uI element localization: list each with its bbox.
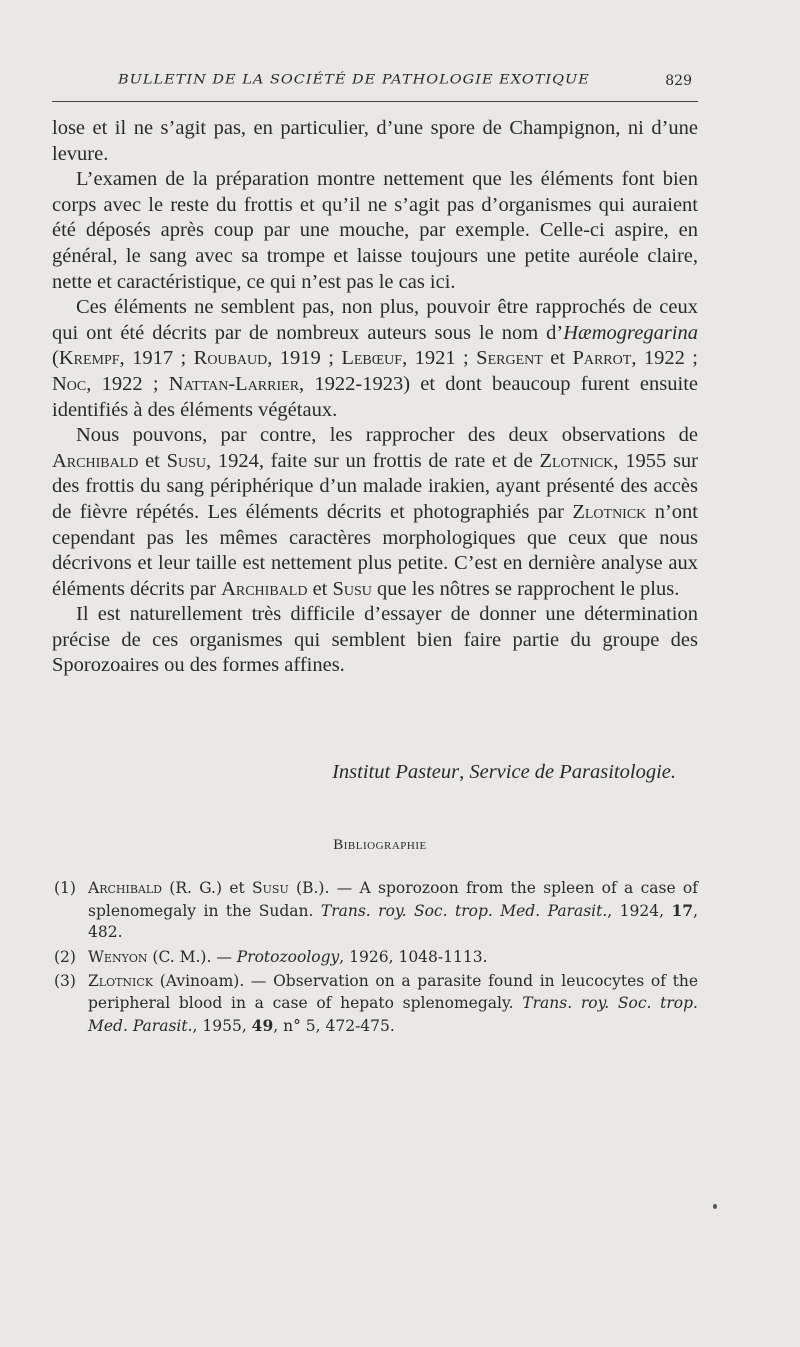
author-name: Archibald [52, 449, 139, 472]
paragraph-5: Il est naturellement très difficile d’essayer de donner une détermination précise de ces organismes qui semblent bien faire partie du groupe des Sporozoaires ou des formes affines. [52, 603, 698, 677]
paragraph-1: lose et il ne s’agit pas, en particulier, d’une spore de Champignon, ni d’une levure. [52, 117, 698, 165]
reference-item: (1) Archibald (R. G.) et Susu (B.). — A sporozoon from the spleen of a case of splenomegaly in the Sudan. Trans. roy. Soc. trop. Med. Parasit., 1924, 17, 482. [54, 879, 699, 942]
journal-name: Protozoology [236, 947, 340, 966]
reference-number: (2) [54, 947, 76, 966]
author-name: Noc [52, 372, 87, 395]
author-name: Sergent [476, 347, 543, 370]
reference-number: (1) [54, 879, 76, 897]
author-name: Lebœuf [341, 347, 403, 370]
author-name: Nattan-Larrier [168, 372, 300, 395]
volume: 49 [251, 1015, 274, 1035]
author-name: Zlotnick [539, 449, 614, 472]
running-title: BULLETIN DE LA SOCIÉTÉ DE PATHOLOGIE EXOTIQUE [118, 72, 590, 88]
reference-item: (2) Wenyon (C. M.). — Protozoology, 1926, 1048-1113. [52, 947, 698, 969]
author-name: Susu [252, 879, 289, 897]
genus-name: Hæmogregarina [563, 321, 698, 344]
paragraph-4: Nous pouvons, par contre, les rapprocher des deux observations de Archibald et Susu, 1924, faite sur un frottis de rate et de Zlotnick, 1955 sur des frottis du sang périphérique d’un malade irakien, ayant présenté des accès de fièvre répétés. Les éléments décrits et photographiés par Zlotnick n’ont cependant pas les mêmes caractères morphologiques que ceux que nous décrivons et leur taille est nettement plus petite. C’est en dernière analyse aux éléments décrits par Archibald et Susu que les nôtres se rapprochent le plus. [52, 424, 698, 600]
author-name: Parrot [572, 347, 632, 370]
header-rule [52, 101, 698, 102]
body-text [52, 116, 698, 679]
affiliation: Institut Pasteur, Service de Parasitologie. [332, 761, 676, 783]
author-name: Susu [332, 577, 372, 600]
volume: 17 [671, 900, 694, 920]
author-name: Wenyon [88, 947, 148, 966]
author-name: Krempf [58, 347, 120, 370]
author-name: Zlotnick [572, 500, 647, 523]
paragraph-2: L’examen de la préparation montre nettement que les éléments font bien corps avec le reste du frottis et qu’il ne s’agit pas d’organismes qui auraient été déposés après coup par une mouche, par exemple. Celle-ci aspire, en général, le sang avec sa trompe et laisse toujours une petite auréole claire, nette et caractéristique, ce qui n’est pas le cas ici. [52, 168, 698, 293]
author-name: Roubaud [193, 347, 268, 370]
bibliography-heading: Bibliographie [333, 837, 427, 853]
page-header [52, 70, 700, 94]
author-name: Archibald [221, 577, 308, 600]
author-name: Susu [166, 449, 206, 472]
journal-name: Trans. roy. Soc. trop. Med. Parasit. [320, 901, 608, 920]
author-name: Zlotnick [88, 972, 154, 991]
ink-speck [713, 1204, 717, 1209]
reference-item: (3) Zlotnick (Avinoam). — Observation on a parasite found in leucocytes of the peripheral blood in a case of hepato splenomegaly. Trans. roy. Soc. trop. Med. Parasit., 1955, 49, n° 5, 472-475. [54, 972, 698, 1035]
journal-name: Trans. roy. Soc. trop. Med. Parasit. [88, 993, 698, 1035]
page-number: 829 [665, 73, 692, 89]
author-name: Archibald [88, 879, 162, 897]
paragraph-3: Ces éléments ne semblent pas, non plus, pouvoir être rapprochés de ceux qui ont été décrits par de nombreux auteurs sous le nom d’Hæmogregarina (Krempf, 1917 ; Roubaud, 1919 ; Lebœuf, 1921 ; Sergent et Parrot, 1922 ; Noc, 1922 ; Nattan-Larrier, 1922-1923) et dont beaucoup furent ensuite identifiés à des éléments végétaux. [52, 296, 698, 421]
reference-list [52, 878, 698, 1040]
reference-number: (3) [54, 972, 76, 991]
